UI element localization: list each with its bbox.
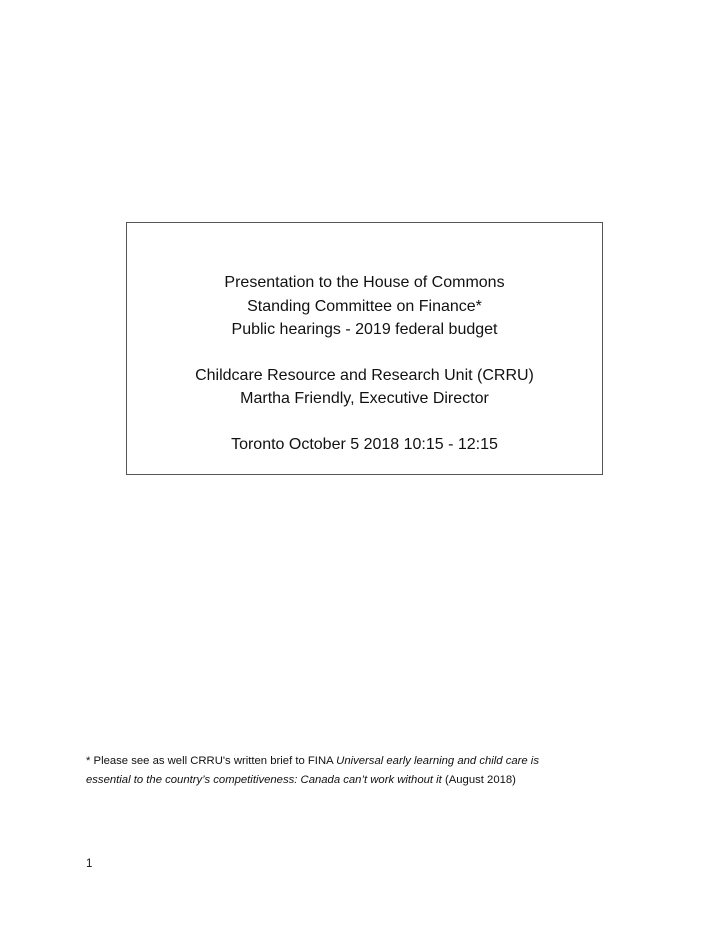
spacer <box>127 342 602 364</box>
organization-name: Childcare Resource and Research Unit (CRRU) <box>195 366 534 384</box>
footnote-date: (August 2018) <box>441 774 516 786</box>
spacer <box>127 411 602 433</box>
location-date-time: Toronto October 5 2018 10:15 - 12:15 <box>231 435 498 453</box>
footnote <box>86 752 646 790</box>
presenter-name: Martha Friendly, Executive Director <box>240 390 489 407</box>
committee-name: Standing Committee on Finance* <box>247 297 482 315</box>
presentation-title: Presentation to the House of Commons <box>224 274 505 291</box>
title-box <box>126 222 603 475</box>
brief-title-part1: Universal early learning and child care is <box>336 755 539 767</box>
footnote-prefix: * Please see as well CRRU's written brief to FINA <box>86 755 337 767</box>
title-text-block <box>127 271 602 456</box>
brief-title-part2: essential to the country’s competitiveness: Canada can’t work without it <box>86 774 442 786</box>
page-number: 1 <box>86 858 93 870</box>
hearing-subject: Public hearings - 2019 federal budget <box>231 321 498 338</box>
